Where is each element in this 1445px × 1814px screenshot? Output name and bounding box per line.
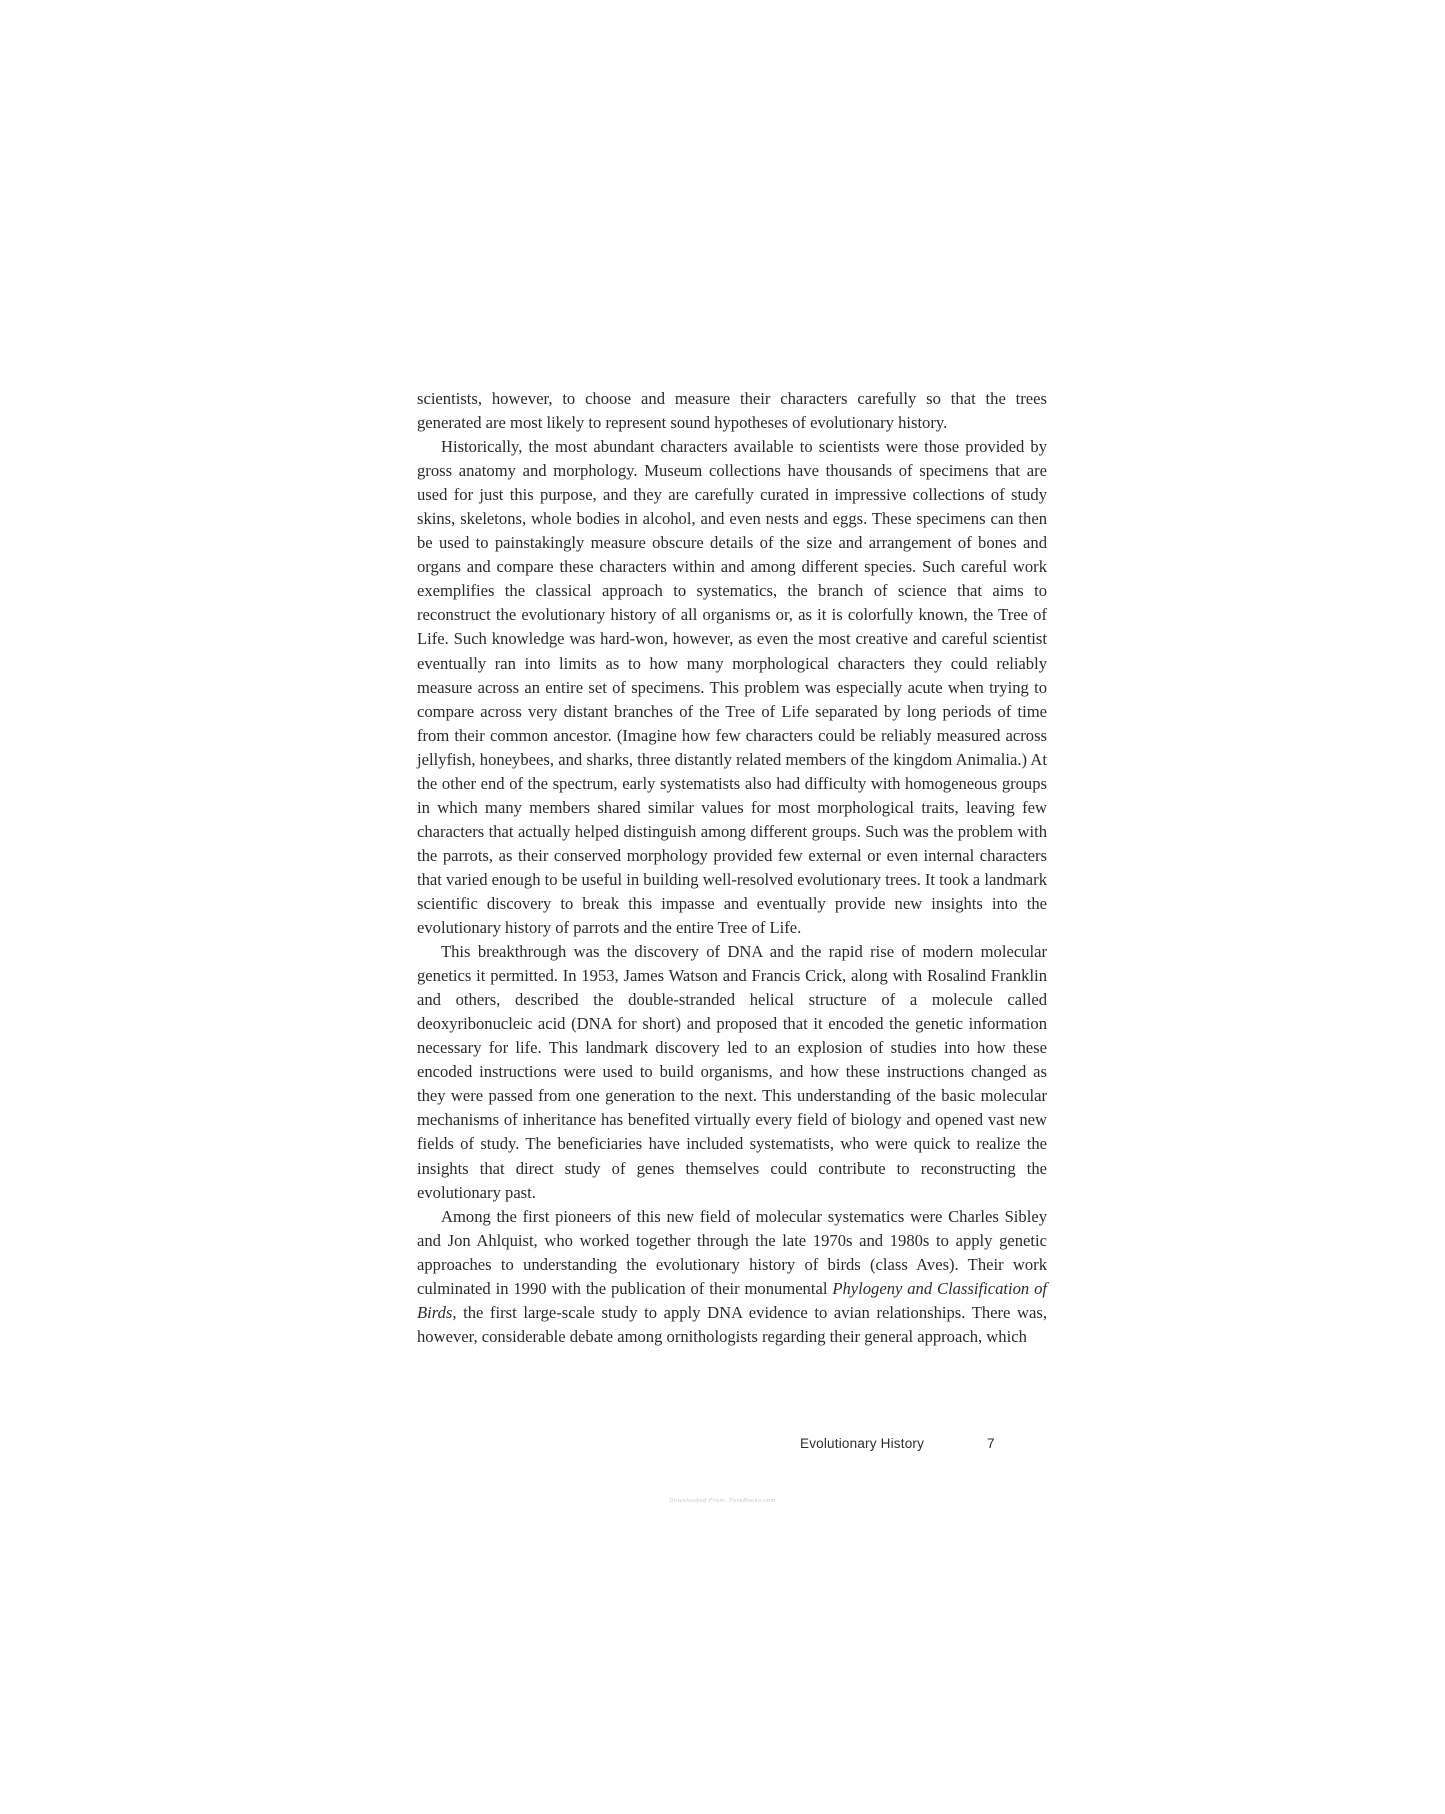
page-number: 7 <box>987 1436 995 1451</box>
running-title: Evolutionary History <box>800 1436 925 1451</box>
paragraph-4-start: Among the first pioneers of this new field of molecular systematics were Charles Sibley and Jon Ahlquist, who worked together through the late 1970s and 1980s to apply genetic approaches to understanding the evolutionary history of birds (class Aves). Their work culminated in 1990 with the publication of their monumental <box>417 1206 1047 1298</box>
paragraph-2: Historically, the most abundant characters available to scientists were those provided by gross anatomy and morphology. Museum collections have thousands of specimens that are used for just this purpose, and they are carefully curated in impressive collections of study skins, skeletons, whole bodies in alcohol, and even nests and eggs. These specimens can then be used to painstakingly measure obscure details of the size and arrangement of bones and organs and compare these characters within and among different species. Such careful work exemplifies the classical approach to systematics, the branch of science that aims to reconstruct the evolutionary history of all organisms or, as it is colorfully known, the Tree of Life. Such knowledge was hard-won, however, as even the most creative and careful scientist eventually ran into limits as to how many morphological characters they could reliably measure across an entire set of specimens. This problem was especially acute when trying to compare across very distant branches of the Tree of Life separated by long periods of time from their common ancestor. (Imagine how few characters could be reliably measured across jellyfish, honeybees, and sharks, three distantly related members of the kingdom Animalia.) At the other end of the spectrum, early systematists also had difficulty with homogeneous groups in which many members shared similar values for most morphological traits, leaving few characters that actually helped distinguish among different groups. Such was the problem with the parrots, as their conserved morphology provided few external or even internal characters that varied enough to be useful in building well-resolved evolutionary trees. It took a landmark scientific discovery to break this impasse and eventually provide new insights into the evolutionary history of parrots and the entire Tree of Life. <box>417 437 1047 938</box>
body-text <box>417 387 1047 1349</box>
download-watermark: Downloaded From: ForeBooks.com <box>669 1498 776 1504</box>
paragraph-4-end: the first large-scale study to apply DNA evidence to avian relationships. There was, however, considerable debate among ornithologists regarding their general approach, which <box>417 1302 1047 1346</box>
paragraph-3: This breakthrough was the discovery of DNA and the rapid rise of modern molecular genetics it permitted. In 1953, James Watson and Francis Crick, along with Rosalind Franklin and others, described the double-stranded helical structure of a molecule called deoxyribonucleic acid (DNA for short) and proposed that it encoded the genetic information necessary for life. This landmark discovery led to an explosion of studies into how these encoded instructions were used to build organisms, and how these instructions changed as they were passed from one generation to the next. This understanding of the basic molecular mechanisms of inheritance has benefited virtually every field of biology and opened vast new fields of study. The beneficiaries have included systematists, who were quick to realize the insights that direct study of genes themselves could contribute to reconstructing the evolutionary past. <box>417 942 1047 1202</box>
paragraph-4 <box>417 1205 1047 1349</box>
book-title: Phylogeny and Classification of Birds, <box>417 1278 1047 1322</box>
paragraph-1: scientists, however, to choose and measure their characters carefully so that the trees generated are most likely to represent sound hypotheses of evolutionary history. <box>417 389 1047 433</box>
